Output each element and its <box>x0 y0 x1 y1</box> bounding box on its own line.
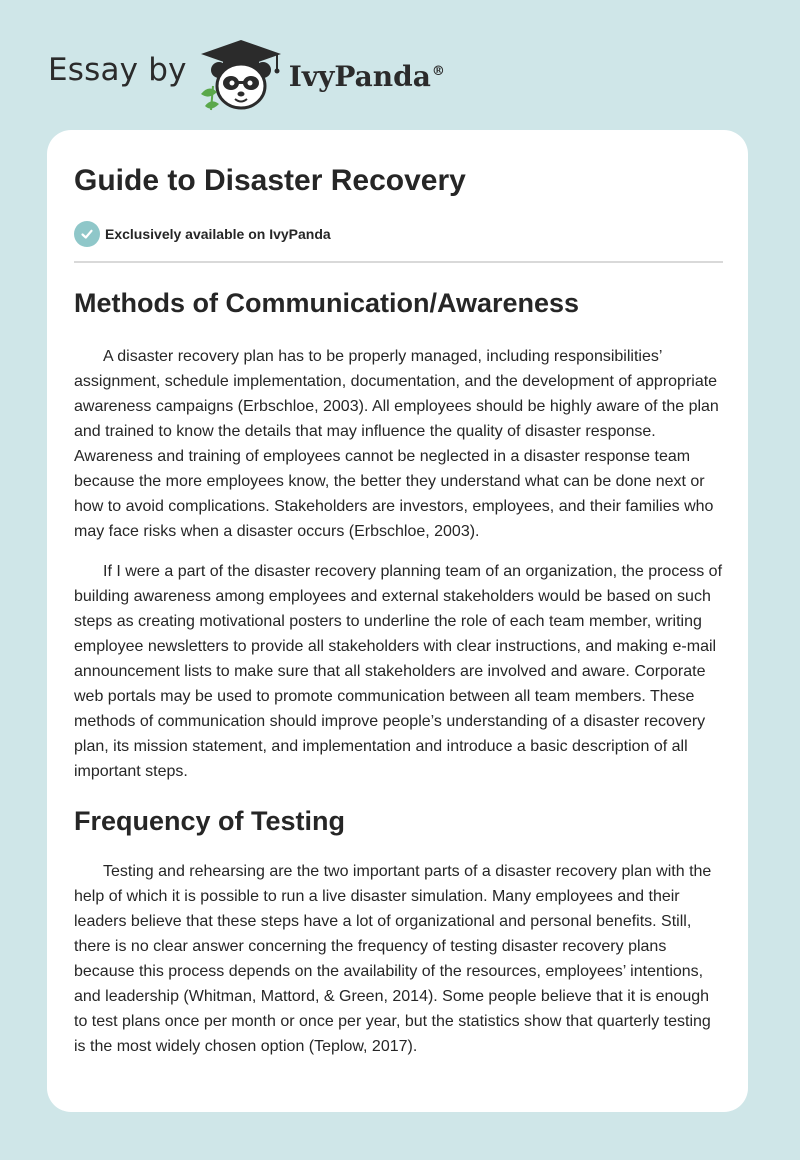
page-title: Guide to Disaster Recovery <box>74 164 466 197</box>
section-heading: Methods of Communication/Awareness <box>74 288 580 318</box>
check-circle-icon <box>74 221 100 247</box>
registered-mark: ® <box>431 64 445 80</box>
section-testing <box>74 797 723 1059</box>
divider <box>74 261 723 263</box>
section-heading: Frequency of Testing <box>74 806 346 836</box>
paragraph: Testing and rehearsing are the two important parts of a disaster recovery plan with the help of which it is possible to run a live disaster simulation. Many employees and their leaders believe that these steps have a lot of organizational and personal benefits. Still, there is no clear answer concerning the frequency of testing disaster recovery plans because this process depends on the availability of the resources, employees’ intentions, and leadership (Whitman, Mattord, & Green, 2014). Some people believe that it is enough to test plans once per month or once per year, but the statistics show that quarterly testing is the most widely chosen option (Teplow, 2017). <box>74 863 712 1055</box>
panda-graduation-cap-icon[interactable] <box>197 36 285 112</box>
essay-by-label: Essay by <box>48 52 187 88</box>
brand-name[interactable] <box>289 60 445 93</box>
exclusive-badge <box>74 221 331 247</box>
paragraph: If I were a part of the disaster recovery planning team of an organization, the process of building awareness among employees and external stakeholders would be based on such steps as creating motivational posters to underline the role of each team member, writing employee newsletters to provide all stakeholders with clear instructions, and making e-mail announcement lists to make sure that all stakeholders are involved and aware. Corporate web portals may be used to promote communication between all team members. These methods of communication should improve people’s understanding of a disaster recovery plan, its mission statement, and implementation and introduce a basic description of all important steps. <box>74 563 723 780</box>
exclusive-label: Exclusively available on IvyPanda <box>105 226 331 242</box>
essay-card <box>47 130 748 1112</box>
site-header <box>48 34 445 114</box>
brand-text: IvyPanda <box>288 59 431 93</box>
paragraph: A disaster recovery plan has to be properly managed, including responsibilities’ assignment, schedule implementation, documentation, and the development of appropriate awareness campaigns (Erbschloe, 2003). All employees should be highly aware of the plan and trained to know the details that may influence the quality of disaster response. Awareness and training of employees cannot be neglected in a disaster response team because the more employees know, the better they understand what can be done next or how to avoid complications. Stakeholders are investors, employees, and their families who may face risks when a disaster occurs (Erbschloe, 2003). <box>74 348 719 540</box>
essay-body <box>74 279 723 1059</box>
section-communication <box>74 279 723 784</box>
